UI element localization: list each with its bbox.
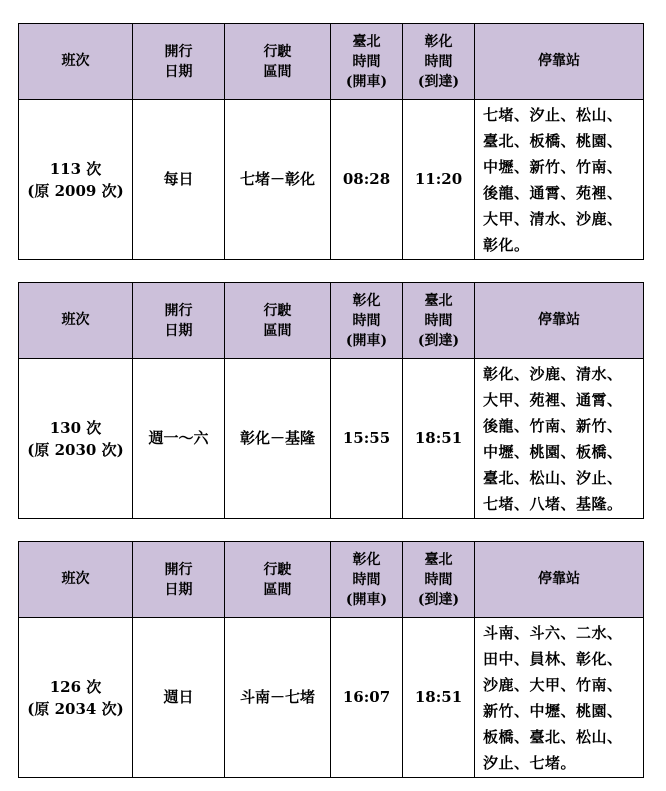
operating-date-cell: 週一～六 <box>133 359 225 519</box>
header-arrival-line: 臺北 <box>424 292 453 309</box>
train-number: 113 次 <box>49 159 102 178</box>
header-stops: 停靠站 <box>475 24 644 100</box>
header-section-line: 行駛 <box>263 43 292 60</box>
schedule-table-3 <box>18 541 644 778</box>
header-date-line: 開行 <box>164 302 193 319</box>
stops-cell <box>475 100 644 260</box>
header-train: 班次 <box>19 283 133 359</box>
header-train: 班次 <box>19 24 133 100</box>
header-departure-line: 臺北 <box>352 33 381 50</box>
header-departure-line: (開車) <box>345 591 388 608</box>
header-section <box>225 24 331 100</box>
header-date-line: 日期 <box>164 322 193 339</box>
stops-line: 中壢、新竹、竹南、 <box>483 157 623 176</box>
table-header-row <box>19 283 644 359</box>
train-number: 130 次 <box>49 418 102 437</box>
stops-line: 汐止、七堵。 <box>483 753 577 772</box>
header-date-line: 開行 <box>164 43 193 60</box>
stops-line: 大甲、清水、沙鹿、 <box>483 209 623 228</box>
table-row <box>19 359 644 519</box>
header-departure <box>331 24 403 100</box>
header-section <box>225 542 331 618</box>
header-arrival <box>403 283 475 359</box>
header-arrival-line: 時間 <box>424 571 453 588</box>
train-original-number: (原 2009 次) <box>27 181 124 200</box>
header-section-line: 區間 <box>263 322 292 339</box>
departure-time-cell: 16:07 <box>331 618 403 778</box>
header-departure-line: 彰化 <box>352 551 381 568</box>
stops-line: 臺北、松山、汐止、 <box>483 468 623 487</box>
section-cell: 斗南－七堵 <box>225 618 331 778</box>
header-departure-line: 時間 <box>352 312 381 329</box>
header-arrival-line: 彰化 <box>424 33 453 50</box>
train-number-cell <box>19 618 133 778</box>
header-departure-line: 彰化 <box>352 292 381 309</box>
header-date <box>133 542 225 618</box>
table-header-row <box>19 542 644 618</box>
header-section <box>225 283 331 359</box>
train-original-number: (原 2030 次) <box>27 440 124 459</box>
table-header-row <box>19 24 644 100</box>
header-arrival-line: 時間 <box>424 53 453 70</box>
stops-line: 臺北、板橋、桃園、 <box>483 131 623 150</box>
header-departure-line: 時間 <box>352 53 381 70</box>
stops-line: 後龍、通霄、苑裡、 <box>483 183 623 202</box>
header-departure-line: 時間 <box>352 571 381 588</box>
header-date-line: 日期 <box>164 63 193 80</box>
stops-line: 彰化、沙鹿、清水、 <box>483 364 623 383</box>
operating-date-cell: 每日 <box>133 100 225 260</box>
header-stops: 停靠站 <box>475 542 644 618</box>
header-arrival-line: (到達) <box>417 332 460 349</box>
departure-time-cell: 15:55 <box>331 359 403 519</box>
stops-cell <box>475 618 644 778</box>
stops-line: 七堵、八堵、基隆。 <box>483 494 623 513</box>
stops-line: 大甲、苑裡、通霄、 <box>483 390 623 409</box>
header-section-line: 行駛 <box>263 561 292 578</box>
arrival-time-cell: 11:20 <box>403 100 475 260</box>
table-row <box>19 618 644 778</box>
stops-line: 斗南、斗六、二水、 <box>483 623 623 642</box>
header-departure-line: (開車) <box>345 332 388 349</box>
header-section-line: 行駛 <box>263 302 292 319</box>
stops-line: 彰化。 <box>483 235 530 254</box>
stops-line: 田中、員林、彰化、 <box>483 649 623 668</box>
stops-line: 新竹、中壢、桃園、 <box>483 701 623 720</box>
schedule-table-2 <box>18 282 644 519</box>
header-departure <box>331 283 403 359</box>
table-row <box>19 100 644 260</box>
arrival-time-cell: 18:51 <box>403 618 475 778</box>
stops-line: 中壢、桃園、板橋、 <box>483 442 623 461</box>
header-arrival <box>403 24 475 100</box>
train-number-cell <box>19 100 133 260</box>
operating-date-cell: 週日 <box>133 618 225 778</box>
header-departure <box>331 542 403 618</box>
arrival-time-cell: 18:51 <box>403 359 475 519</box>
header-date-line: 開行 <box>164 561 193 578</box>
train-number-cell <box>19 359 133 519</box>
header-arrival-line: 臺北 <box>424 551 453 568</box>
stops-line: 後龍、竹南、新竹、 <box>483 416 623 435</box>
stops-line: 板橋、臺北、松山、 <box>483 727 623 746</box>
stops-cell <box>475 359 644 519</box>
section-cell: 彰化－基隆 <box>225 359 331 519</box>
header-stops: 停靠站 <box>475 283 644 359</box>
header-arrival <box>403 542 475 618</box>
header-section-line: 區間 <box>263 581 292 598</box>
header-date <box>133 24 225 100</box>
train-original-number: (原 2034 次) <box>27 699 124 718</box>
header-train: 班次 <box>19 542 133 618</box>
departure-time-cell: 08:28 <box>331 100 403 260</box>
header-date <box>133 283 225 359</box>
header-section-line: 區間 <box>263 63 292 80</box>
header-arrival-line: (到達) <box>417 591 460 608</box>
header-date-line: 日期 <box>164 581 193 598</box>
header-arrival-line: (到達) <box>417 73 460 90</box>
header-arrival-line: 時間 <box>424 312 453 329</box>
header-departure-line: (開車) <box>345 73 388 90</box>
train-number: 126 次 <box>49 677 102 696</box>
section-cell: 七堵－彰化 <box>225 100 331 260</box>
schedule-table-1 <box>18 23 644 260</box>
stops-line: 七堵、汐止、松山、 <box>483 105 623 124</box>
stops-line: 沙鹿、大甲、竹南、 <box>483 675 623 694</box>
